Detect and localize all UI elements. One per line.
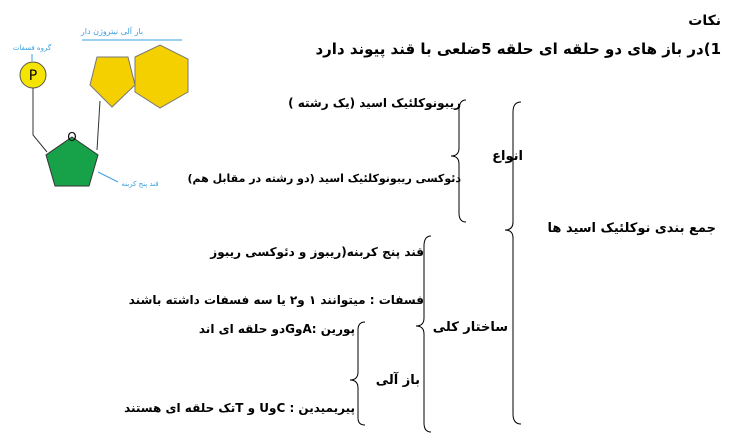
phosphate-label: گروه فسفات xyxy=(12,44,52,52)
types-item-rna: ریبونوکلئیک اسید (یک رشته ) xyxy=(288,96,461,110)
base-six-ring xyxy=(135,45,188,108)
base-group-label: باز آلی xyxy=(375,373,420,388)
base-pyrimidine: پیریمیدین : CوU و Tتک حلقه ای هستند xyxy=(124,401,355,415)
point-1: 1)در باز های دو حلقه ای حلقه 5ضلعی با قند پیوند دارد xyxy=(315,40,721,58)
sugar-label: قند پنج کربنه xyxy=(121,180,159,188)
types-label: انواع xyxy=(492,149,523,164)
structure-sugar: قند پنج کربنه(ریبوز و دئوکسی ریبوز xyxy=(210,245,424,259)
brace-types xyxy=(451,100,466,222)
base-label: باز آلی نیتروژن دار xyxy=(80,27,144,36)
sugar-label-line xyxy=(98,172,118,182)
structure-phosphate: فسفات : میتوانند ۱ و۲ یا سه فسفات داشته باشند xyxy=(128,293,424,307)
phosphate-letter: P xyxy=(28,68,38,84)
sugar-pentagon xyxy=(46,137,98,186)
base-five-ring xyxy=(90,57,135,107)
phosphate-sugar-bond xyxy=(33,88,47,152)
brace-structure xyxy=(416,236,431,432)
tree-root: جمع بندی نوکلئیک اسید ها xyxy=(547,221,716,236)
heading: نکات xyxy=(688,13,721,29)
base-sugar-bond xyxy=(97,101,100,150)
base-purine: پورین :AوGدو حلقه ای اند xyxy=(198,322,355,336)
types-item-dna: دئوکسی ریبونوکلئیک اسید (دو رشته در مقابل هم) xyxy=(187,172,461,185)
structure-label: ساختار کلی xyxy=(432,320,508,335)
oxygen-letter: O xyxy=(67,130,77,144)
